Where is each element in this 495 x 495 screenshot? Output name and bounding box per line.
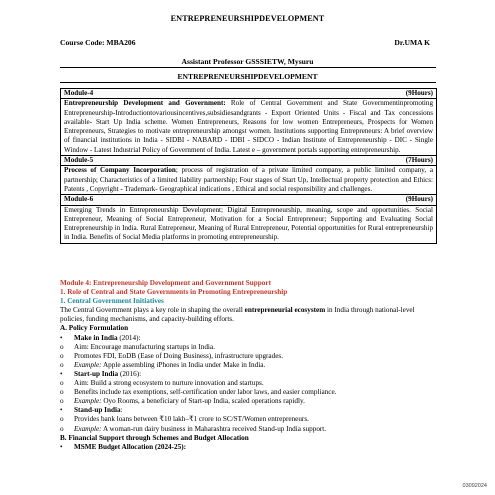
notes-module-heading: Module 4: Entrepreneurship Development and Government Support (60, 279, 271, 287)
circle-bullet-icon: o (60, 351, 64, 360)
notes-section-heading: 1. Role of Central and State Governments in Promoting Entrepreneurship (60, 288, 288, 297)
intro-paragraph: The Central Government plays a key role in shaping the overall entrepreneurial ecosystem in India through national-level policies, funding mechanisms, and capacity-building efforts. (60, 306, 415, 324)
module-heading: Process of Company Incorporation (64, 166, 176, 175)
sub-list-item: o Example: A woman-run dairy business in Maharashtra received Stand-up India support. (60, 424, 327, 433)
course-code: Course Code: MBA206 (60, 38, 136, 47)
bullet-icon: • (60, 333, 63, 342)
list-item: • MSME Budget Allocation (2024-25): (60, 442, 186, 451)
list-item: • Make in India (2014): (60, 333, 141, 342)
page-code: 03092024 (462, 483, 487, 489)
list-item: • Stand-up India: (60, 406, 123, 415)
circle-bullet-icon: o (60, 360, 64, 369)
policy-heading: A. Policy Formulation (60, 324, 129, 333)
module-name: Module-6 (64, 195, 94, 204)
circle-bullet-icon: o (60, 415, 64, 424)
module-hours: (9Hours) (405, 195, 433, 204)
circle-bullet-icon: o (60, 342, 64, 351)
module-body-row (61, 166, 437, 195)
module-body: Emerging Trends in Entrepreneurship Development; Digital Entrepreneurship, meaning, scope and opportunities. Social Entrepreneur, Meaning of Social Entrepreneur, Motivation for a Social Entrepreneur; Supporting and Evaluating Social Entrepreneurship in India. Rural Entrepreneur, Meaning of Rural Entrepreneur, Potential opportunities for Rural entrepreneurship in India. Benefits of Social Media platforms in promoting entrepreneurship. (64, 205, 433, 242)
module-body-row (61, 99, 437, 156)
sub-list-item: o Benefits include tax exemptions, self-certification under labor laws, and easier compliance. (60, 388, 337, 397)
circle-bullet-icon: o (60, 379, 64, 388)
module-body: ; process of registration of a private limited company, a public limited company, a partnership; Characteristics of a limited liability partnership; Four stages of Start Up, Intellectual property protection and Ethics: Patents , Copyright - Trademark- Geographical indications , Ethical and social responsibility and challenges. (64, 166, 434, 193)
circle-bullet-icon: o (60, 397, 64, 406)
module-header-row (61, 195, 437, 205)
bullet-icon: • (60, 442, 63, 451)
module-body: Role of Central Government and State Governmentinpromoting Entrepreneurship-Introductiontovariousincentives,subsidiesandgrants - Export Oriented Units - Fiscal and Tax concessions available- Start Up India scheme. Women Entrepreneurs, Reasons for low women Entrepreneurs, Prospects for Women Entrepreneurs, Strategies to motivate entrepreneurship amongst women. Institutions supporting Entrepreneurs: A brief overview of financial institutions in India - SIDBI - NABARD - IDBI - SIDCO - Indian Institute of Entrepreneurship - DIC - Single Window - Latest Industrial Policy of Government of India. Latest e – government portals supporting entrepreneurship. (64, 99, 433, 154)
module-header-row (61, 89, 437, 99)
subtitle-divider (60, 82, 436, 83)
module-body-row (61, 205, 437, 243)
bullet-icon: • (60, 406, 63, 415)
module-name: Module-4 (64, 89, 94, 97)
circle-bullet-icon: o (60, 424, 64, 433)
highlight-term: entrepreneurial ecosystem (244, 306, 326, 315)
module-hours: (7Hours) (405, 156, 433, 165)
list-item: • Start-up India (2016): (60, 369, 142, 378)
lecture-notes (60, 279, 440, 452)
circle-bullet-icon: o (60, 388, 64, 397)
sub-list-item: o Promotes FDI, EoDB (Ease of Doing Business), infrastructure upgrades. (60, 351, 283, 360)
module-name: Module-5 (64, 156, 94, 165)
module-header-row (61, 156, 437, 166)
sub-list-item: o Example: Apple assembling iPhones in India under Make in India. (60, 360, 266, 369)
course-info-row (60, 38, 430, 47)
sub-list-item: o Aim: Build a strong ecosystem to nurture innovation and startups. (60, 379, 264, 388)
bullet-icon: • (60, 369, 63, 378)
syllabus-table (60, 88, 437, 244)
document-title: ENTREPRENEURSHIPDEVELOPMENT (170, 14, 325, 23)
notes-sub-heading: 1. Central Government Initiatives (60, 297, 164, 306)
financial-heading: B. Financial Support through Schemes and Budget Allocation (60, 433, 249, 442)
instructor-name: Dr.UMA K (394, 38, 430, 47)
sub-list-item: o Aim: Encourage manufacturing startups in India. (60, 342, 215, 351)
document-subtitle: ENTREPRENEURSHIPDEVELOPMENT (177, 72, 318, 81)
module-hours: (9Hours) (405, 89, 433, 97)
sub-list-item: o Example: Oyo Rooms, a beneficiary of Start-up India, scaled operations rapidly. (60, 397, 305, 406)
header-divider (60, 67, 436, 68)
sub-list-item: o Provides bank loans between ₹10 lakh–₹1 crore to SC/ST/Women entrepreneurs. (60, 415, 309, 424)
module-heading: Entrepreneurship Development and Government: (64, 99, 226, 108)
affiliation: Assistant Professor GSSSIETW, Mysuru (181, 57, 314, 66)
